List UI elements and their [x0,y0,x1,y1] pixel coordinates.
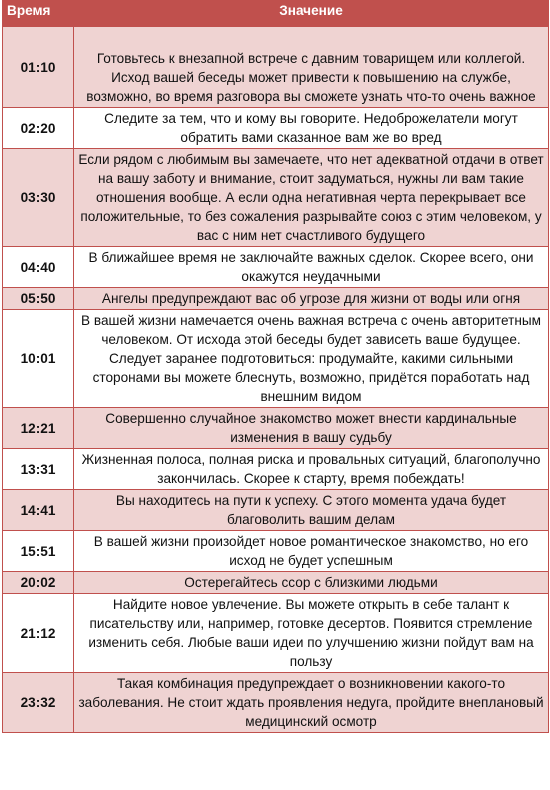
table-row [3,531,549,572]
row-time: 15:51 [3,531,74,572]
row-text: Следите за тем, что и кому вы говорите. Недоброжелатели могут обратить вами сказанное вам же во вред [74,108,549,149]
table-row [3,449,549,490]
row-time: 20:02 [3,572,74,594]
row-time: 01:10 [3,27,74,108]
row-time: 10:01 [3,310,74,408]
row-text: Готовьтесь к внезапной встрече с давним товарищем или коллегой. Исход вашей беседы может привести к повышению на службе, возможно, во время разговора вы сможете узнать что-то очень важное [74,27,549,108]
table-row [3,288,549,310]
row-time: 23:32 [3,673,74,733]
row-text: В вашей жизни намечается очень важная встреча с очень авторитетным человеком. От исхода этой беседы будет зависеть ваше будущее. Следует заранее подготовиться: продумайте, какими сильными сторонами вы можете блеснуть, возможно, придётся поработать над внешним видом [74,310,549,408]
table-row [3,594,549,673]
row-text: Остерегайтесь ссор с близкими людьми [74,572,549,594]
row-text: Найдите новое увлечение. Вы можете открыть в себе талант к писательству или, например, готовке десертов. Появится стремление изменить себя. Любые ваши идеи по улучшению жизни пойдут вам на пользу [74,594,549,673]
table-row [3,247,549,288]
row-time: 21:12 [3,594,74,673]
row-text: Если рядом с любимым вы замечаете, что нет адекватной отдачи в ответ на вашу заботу и внимание, стоит задуматься, нужны ли вам такие отношения вообще. А если одна негативная черта перекрывает все положительные, то без сожаления разрывайте союз с этим человеком, у вас с ним нет счастливого будущего [74,149,549,247]
table-row [3,310,549,408]
row-time: 14:41 [3,490,74,531]
meaning-table [2,0,549,733]
row-time: 04:40 [3,247,74,288]
table-row [3,572,549,594]
table-header-row [3,1,549,27]
table-row [3,490,549,531]
row-time: 05:50 [3,288,74,310]
header-time: Время [3,1,74,27]
table-row [3,27,549,108]
row-time: 03:30 [3,149,74,247]
row-text: Совершенно случайное знакомство может внести кардинальные изменения в вашу судьбу [74,408,549,449]
row-time: 13:31 [3,449,74,490]
row-time: 02:20 [3,108,74,149]
header-value: Значение [74,1,549,27]
table-row [3,149,549,247]
row-text: Ангелы предупреждают вас об угрозе для жизни от воды или огня [74,288,549,310]
table-row [3,408,549,449]
row-time: 12:21 [3,408,74,449]
row-text: В ближайшее время не заключайте важных сделок. Скорее всего, они окажутся неудачными [74,247,549,288]
row-text: Жизненная полоса, полная риска и провальных ситуаций, благополучно закончилась. Скорее к старту, время побеждать! [74,449,549,490]
row-text: Вы находитесь на пути к успеху. С этого момента удача будет благоволить вашим делам [74,490,549,531]
row-text: В вашей жизни произойдет новое романтическое знакомство, но его исход не будет успешным [74,531,549,572]
table-row [3,673,549,733]
row-text: Такая комбинация предупреждает о возникновении какого-то заболевания. Не стоит ждать проявления недуга, пройдите внеплановый медицинский осмотр [74,673,549,733]
table-row [3,108,549,149]
